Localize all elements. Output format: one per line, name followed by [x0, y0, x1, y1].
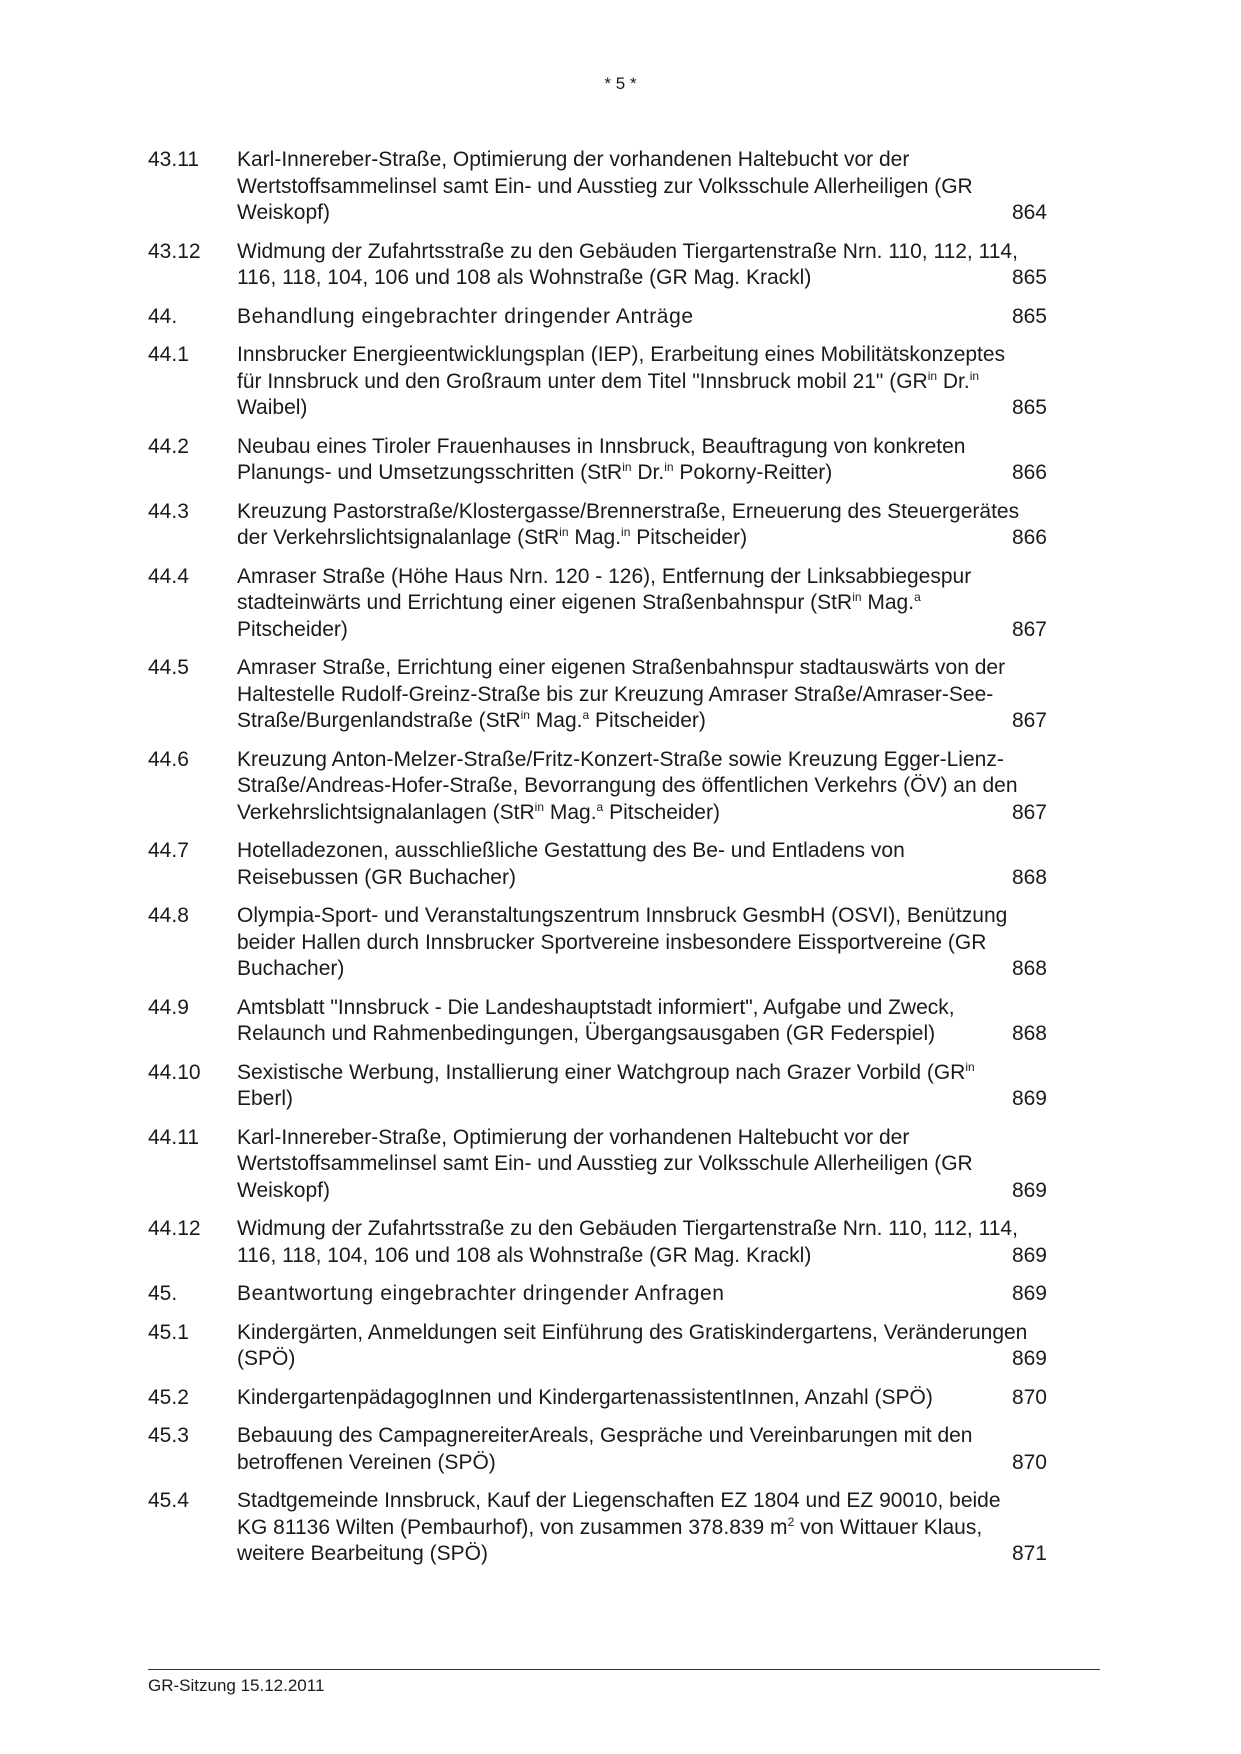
toc-entry-number: 44.7: [148, 839, 189, 862]
toc-entry-number: 44.9: [148, 995, 189, 1019]
toc-entry-number: 45.: [148, 1282, 178, 1305]
toc-entry: [148, 499, 1098, 552]
footer-text: GR-Sitzung 15.12.2011: [148, 1676, 325, 1695]
toc-section-heading: [148, 304, 1098, 331]
toc-entry-title: Kreuzung Anton-Melzer-Straße/Fritz-Konzert-Straße sowie Kreuzung Egger-Lienz-Straße/Andreas-Hofer-Straße, Bevorrangung des öffentlichen Verkehrs (ÖV) an den Verkehrslichtsignalanlagen (StR$^{in}$ Mag.$^a$ Pitscheider): [237, 747, 1018, 824]
toc-entry: [148, 147, 1098, 227]
toc-entry: [148, 1488, 1098, 1568]
toc-entry: [148, 838, 1098, 891]
toc-entry-number: 45.3: [148, 1424, 189, 1447]
toc-entry-page: 866: [1011, 526, 1047, 549]
toc-entry-page: 867: [1011, 709, 1047, 732]
toc-entry-page: 869: [1011, 1282, 1047, 1305]
toc-entry-title: Hotelladezonen, ausschließliche Gestattung des Be- und Entladens von Reisebussen (GR Buchacher): [237, 839, 905, 889]
toc-entry-title: Karl-Innereber-Straße, Optimierung der vorhandenen Haltebucht vor der Wertstoffsammelinsel samt Ein- und Ausstieg zur Volksschule Allerheiligen (GR Weiskopf): [237, 1125, 973, 1202]
toc-entry-number: 43.12: [148, 239, 201, 263]
toc-entry-page: 868: [1011, 865, 1047, 889]
toc-entry-number: 44.3: [148, 499, 189, 523]
toc-entry-page: 867: [1011, 617, 1047, 641]
toc-entry-page: 865: [1011, 304, 1047, 328]
toc-entry: [148, 995, 1098, 1048]
toc-entry-page: 871: [1011, 1542, 1047, 1565]
page-number: * 5 *: [604, 74, 637, 93]
toc-entry: [148, 1385, 1098, 1412]
toc-entry-title: Neubau eines Tiroler Frauenhauses in Innsbruck, Beauftragung von konkreten Planungs- und Umsetzungsschritten (StR$^{in}$ Dr.$^{in}$ Pokorny-Reitter): [237, 434, 966, 484]
toc-entry-page: 865: [1011, 266, 1047, 289]
toc-entry-number: 45.4: [148, 1489, 189, 1512]
toc-entry-number: 44.6: [148, 747, 189, 771]
toc-entry-title: Amtsblatt "Innsbruck - Die Landeshauptstadt informiert", Aufgabe und Zweck, Relaunch und Rahmenbedingungen, Übergangsausgaben (GR Federspiel): [237, 995, 955, 1045]
toc-entry-number: 45.1: [148, 1320, 189, 1344]
toc-entry-number: 44.5: [148, 656, 189, 679]
toc-entry: [148, 903, 1098, 983]
toc-entry-number: 45.2: [148, 1385, 189, 1409]
toc-entry-title: Behandlung eingebrachter dringender Anträge: [237, 304, 694, 328]
toc-entry: [148, 239, 1098, 292]
toc-entry-title: Amraser Straße, Errichtung einer eigenen Straßenbahnspur stadtauswärts von der Haltestelle Rudolf-Greinz-Straße bis zur Kreuzung Amraser Straße/Amraser-See-Straße/Burgenlandstraße (StR$^{in}$ Mag.$^a$ Pitscheider): [237, 656, 1006, 732]
toc-entry-title: Stadtgemeinde Innsbruck, Kauf der Liegenschaften EZ 1804 und EZ 90010, beide KG 81136 Wilten (Pembaurhof), von zusammen 378.839 $m^2$ von Wittauer Klaus, weitere Bearbeitung (SPÖ): [237, 1489, 1001, 1565]
toc-entry-page: 868: [1011, 1022, 1047, 1045]
toc-entry-page: 870: [1011, 1385, 1047, 1409]
toc-entry-page: 869: [1011, 1347, 1047, 1370]
toc-entry-title: Karl-Innereber-Straße, Optimierung der vorhandenen Haltebucht vor der Wertstoffsammelinsel samt Ein- und Ausstieg zur Volksschule Allerheiligen (GR Weiskopf): [237, 148, 973, 224]
toc-entry-number: 44.10: [148, 1060, 201, 1084]
toc-entry-page: 866: [1011, 461, 1047, 484]
toc-entry-title: Kindergärten, Anmeldungen seit Einführung des Gratiskindergartens, Veränderungen (SPÖ): [237, 1320, 1028, 1370]
toc-entry: [148, 655, 1098, 735]
toc-entry: [148, 564, 1098, 644]
toc-entry-title: Widmung der Zufahrtsstraße zu den Gebäuden Tiergartenstraße Nrn. 110, 112, 114, 116, 118, 104, 106 und 108 als Wohnstraße (GR Mag. Krackl): [237, 1217, 1018, 1267]
toc-entry: [148, 434, 1098, 487]
toc-entry-number: 44.12: [148, 1217, 201, 1240]
toc-entry-title: Widmung der Zufahrtsstraße zu den Gebäuden Tiergartenstraße Nrn. 110, 112, 114, 116, 118, 104, 106 und 108 als Wohnstraße (GR Mag. Krackl): [237, 239, 1018, 289]
toc-entry: [148, 1125, 1098, 1205]
toc-entry-page: 868: [1011, 957, 1047, 980]
toc-entry: [148, 1216, 1098, 1269]
toc-entry-title: Bebauung des CampagnereiterAreals, Gespräche und Vereinbarungen mit den betroffenen Vereinen (SPÖ): [237, 1424, 973, 1474]
toc-section-heading: [148, 1281, 1098, 1308]
toc-entry-title: Olympia-Sport- und Veranstaltungszentrum Innsbruck GesmbH (OSVI), Benützung beider Hallen durch Innsbrucker Sportvereine insbesondere Eissportvereine (GR Buchacher): [237, 904, 1008, 980]
toc-entry-number: 44.: [148, 304, 178, 328]
toc-entry-number: 44.8: [148, 904, 189, 927]
toc-entry-title: Beantwortung eingebrachter dringender Anfragen: [237, 1282, 725, 1305]
toc-entry-number: 44.4: [148, 564, 189, 588]
toc-entry-page: 865: [1011, 396, 1047, 419]
toc-entry-page: 864: [1011, 201, 1047, 224]
toc-entry-page: 869: [1011, 1243, 1047, 1267]
toc-entry-page: 869: [1011, 1178, 1047, 1202]
toc-entry-page: 867: [1011, 800, 1047, 824]
table-of-contents: [148, 147, 1098, 1580]
toc-entry-page: 869: [1011, 1087, 1047, 1110]
toc-entry: [148, 1423, 1098, 1476]
toc-entry: [148, 342, 1098, 422]
toc-entry-number: 44.11: [148, 1125, 199, 1149]
toc-entry-number: 44.2: [148, 434, 189, 458]
toc-entry: [148, 747, 1098, 827]
toc-entry-page: 870: [1011, 1450, 1047, 1474]
toc-entry-title: Sexistische Werbung, Installierung einer Watchgroup nach Grazer Vorbild ($GR^{in}$ Eberl): [237, 1059, 975, 1110]
toc-entry: [148, 1320, 1098, 1373]
footer-divider: [148, 1669, 1100, 1670]
toc-entry-title: Amraser Straße (Höhe Haus Nrn. 120 - 126), Entfernung der Linksabbiegespur stadteinwärts und Errichtung einer eigenen Straßenbahnspur (StR$^{in}$ Mag.$^a$ Pitscheider): [237, 564, 972, 641]
toc-entry: [148, 1060, 1098, 1113]
toc-entry-number: 43.11: [148, 148, 199, 171]
toc-entry-title: Kreuzung Pastorstraße/Klostergasse/Brennerstraße, Erneuerung des Steuergerätes der Verkehrslichtsignalanlage (StR$^{in}$ Mag.$^{in}$ Pitscheider): [237, 499, 1020, 549]
toc-entry-title: KindergartenpädagogInnen und KindergartenassistentInnen, Anzahl (SPÖ): [237, 1385, 933, 1409]
toc-entry-title: Innsbrucker Energieentwicklungsplan (IEP), Erarbeitung eines Mobilitätskonzeptes für Innsbruck und den Großraum unter dem Titel "Innsbruck mobil 21" ($GR^{in}$ Dr.$^{in}$ Waibel): [237, 343, 1006, 419]
toc-entry-number: 44.1: [148, 343, 189, 366]
